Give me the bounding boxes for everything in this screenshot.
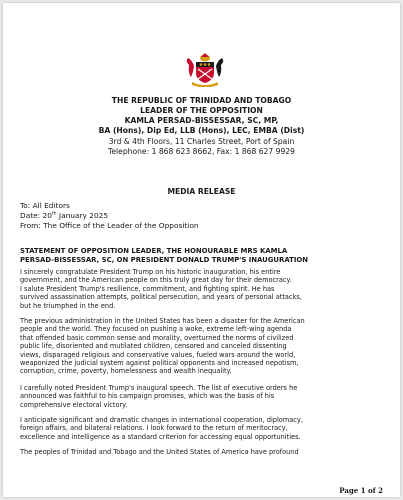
header-qualifications: BA (Hons), Dip Ed, LLB (Hons), LEC, EMBA (Dist): [98, 126, 305, 135]
paragraph-5: The peoples of Trinidad and Tobago and the United States of America have profound: [20, 448, 299, 456]
document-page: [3, 3, 400, 497]
meta-from: From: The Office of the Leader of the Opposition: [20, 221, 199, 230]
header-country: THE REPUBLIC OF TRINIDAD AND TOBAGO: [111, 96, 292, 105]
release-title: MEDIA RELEASE: [167, 187, 236, 196]
meta-to: To: All Editors: [20, 201, 70, 210]
header-office: LEADER OF THE OPPOSITION: [140, 106, 263, 115]
paragraph-3: I carefully noted President Trump's inaugural speech. The list of executive orders he announced was faithful to his campaign promises, which was the basis of his comprehensive electoral victory.: [20, 384, 298, 409]
header-telephone: Telephone: 1 868 623 8662, Fax: 1 868 627 9929: [108, 147, 295, 156]
header-name: KAMLA PERSAD-BISSESSAR, SC, MP,: [124, 116, 279, 125]
coat-of-arms-icon: [184, 53, 226, 87]
page-number: Page 1 of 2: [339, 486, 383, 495]
paragraph-4: I anticipate significant and dramatic changes in international cooperation, diplomacy, foreign affairs, and bilateral relations. I look forward to the return of meritocracy, excellence and intelligence as a standard criterion for accessing equal opportunities.: [20, 416, 303, 441]
header-address: 3rd & 4th Floors, 11 Charles Street, Port of Spain: [108, 137, 295, 146]
meta-date: Date: 20th January 2025: [20, 211, 109, 220]
paragraph-2: The previous administration in the United States has been a disaster for the American people and the world. They focused on pushing a woke, extreme left-wing agenda that offended basic common sense and morality, overturned the norms of civilized public life, disoriented and mutilated children, censored and canceled dissenting views, disparaged religious and conservative values, fueled wars around the world, weaponized the judicial system against political opponents and increased nepotism, corruption, crime, poverty, homelessness and wealth inequality.: [20, 317, 305, 376]
statement-heading: STATEMENT OF OPPOSITION LEADER, THE HONOURABLE MRS KAMLA PERSAD-BISSESSAR, SC, ON PRESIDENT DONALD TRUMP'S INAUGURATION: [20, 247, 309, 264]
paragraph-1: I sincerely congratulate President Trump on his historic inauguration, his entire government, and the American people on this truly great day for their democracy. I salute President Trump's resilience, commitment, and fighting spirit. He has survived assassination attempts, political persecution, and years of personal attacks, but he triumphed in the end.: [20, 268, 302, 310]
